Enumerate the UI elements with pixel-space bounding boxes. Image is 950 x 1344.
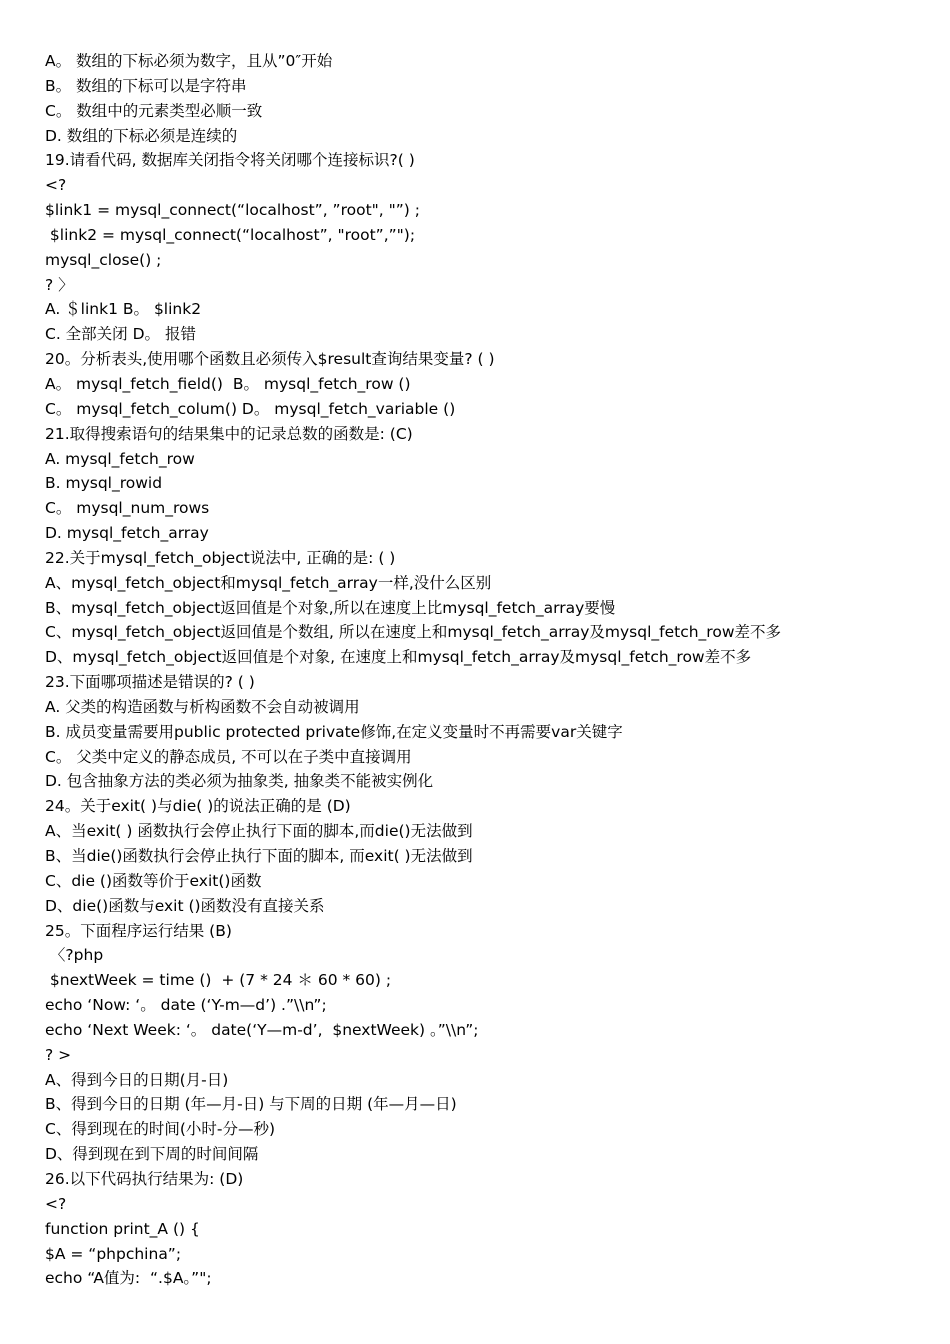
- answer-option: C、mysql_fetch_object返回值是个数组, 所以在速度上和mysql_fetch_array及mysql_fetch_row差不多: [45, 623, 782, 642]
- answer-option: B. 成员变量需要用public protected private修饰,在定义变量时不再需要var关键字: [45, 722, 623, 741]
- answer-option: B. mysql_rowid: [45, 474, 163, 493]
- answer-option: A。 mysql_fetch_field() B。 mysql_fetch_row (): [45, 374, 411, 393]
- answer-option: C. 全部关闭 D。 报错: [45, 325, 196, 344]
- code-line: <?: [45, 1194, 67, 1213]
- question-25-stem: 25。下面程序运行结果 (B): [45, 921, 232, 940]
- answer-option: B、得到今日的日期 (年—月-日) 与下周的日期 (年—月—日): [45, 1095, 457, 1114]
- question-23-stem: 23.下面哪项描述是错误的? ( ): [45, 673, 255, 692]
- question-22-stem: 22.关于mysql_fetch_object说法中, 正确的是: ( ): [45, 548, 396, 567]
- answer-option: C。 mysql_fetch_colum() D。 mysql_fetch_variable (): [45, 399, 456, 418]
- code-line: ? >: [45, 1045, 72, 1064]
- code-line: $link1 = mysql_connect(“localhost”, ”root", "”) ;: [45, 201, 420, 220]
- answer-option: A、得到今日的日期(月-日): [45, 1070, 229, 1089]
- answer-option: A、当exit( ) 函数执行会停止执行下面的脚本,而die()无法做到: [45, 822, 473, 841]
- code-line: 〈?php: [45, 946, 104, 965]
- question-20-stem: 20。分析表头,使用哪个函数且必须传入$result查询结果变量? ( ): [45, 350, 495, 369]
- answer-option: D、mysql_fetch_object返回值是个对象, 在速度上和mysql_fetch_array及mysql_fetch_row差不多: [45, 648, 752, 667]
- question-26-stem: 26.以下代码执行结果为: (D): [45, 1169, 244, 1188]
- code-line: <?: [45, 176, 67, 195]
- text-line: D. 数组的下标必须是连续的: [45, 126, 238, 145]
- question-24-stem: 24。关于exit( )与die( )的说法正确的是 (D): [45, 797, 351, 816]
- answer-option: A. 父类的构造函数与析构函数不会自动被调用: [45, 697, 360, 716]
- answer-option: C、die ()函数等价于exit()函数: [45, 871, 262, 890]
- answer-option: C。 mysql_num_rows: [45, 499, 210, 518]
- code-line: mysql_close() ;: [45, 250, 162, 269]
- answer-option: D. mysql_fetch_array: [45, 524, 209, 543]
- code-line: echo ‘Now: ‘。 date (‘Y-m—d’) .”\\n”;: [45, 996, 327, 1015]
- answer-option: D. 包含抽象方法的类必须为抽象类, 抽象类不能被实例化: [45, 772, 434, 791]
- answer-option: B、当die()函数执行会停止执行下面的脚本, 而exit( )无法做到: [45, 847, 473, 865]
- question-19-stem: 19.请看代码, 数据库关闭指令将关闭哪个连接标识?( ): [45, 151, 415, 170]
- answer-option: A. mysql_fetch_row: [45, 449, 195, 468]
- answer-option: A、mysql_fetch_object和mysql_fetch_array一样,没什么区别: [45, 573, 492, 592]
- code-line: $A = “phpchina”;: [45, 1244, 182, 1263]
- answer-option: C。 父类中定义的静态成员, 不可以在子类中直接调用: [45, 747, 412, 766]
- code-line: $link2 = mysql_connect(“localhost”, "root”,”");: [45, 225, 416, 244]
- text-line: C。 数组中的元素类型必顺一致: [45, 101, 263, 120]
- answer-option: B、mysql_fetch_object返回值是个对象,所以在速度上比mysql_fetch_array要慢: [45, 598, 616, 617]
- answer-option: D、die()函数与exit ()函数没有直接关系: [45, 896, 325, 915]
- answer-option: A. ＄link1 B。 $link2: [45, 300, 202, 319]
- document-page: [45, 49, 925, 1291]
- code-line: ? 〉: [45, 275, 74, 294]
- answer-option: D、得到现在到下周的时间间隔: [45, 1145, 259, 1164]
- text-line: A。 数组的下标必须为数字，且从”0″开始: [45, 52, 333, 70]
- answer-option: C、得到现在的时间(小时-分—秒): [45, 1120, 276, 1139]
- code-line: echo ‘Next Week: ‘。 date(‘Y—m-d’, $nextWeek) 。”\\n”;: [45, 1020, 479, 1039]
- text-line: B。 数组的下标可以是字符串: [45, 76, 247, 95]
- code-line: echo “A值为: “.$A。”";: [45, 1269, 212, 1288]
- code-line: $nextWeek = time () + (7 * 24 ＊ 60 * 60) ;: [45, 971, 392, 990]
- code-line: function print_A () {: [45, 1219, 200, 1238]
- question-21-stem: 21.取得搜索语句的结果集中的记录总数的函数是: (C): [45, 424, 413, 443]
